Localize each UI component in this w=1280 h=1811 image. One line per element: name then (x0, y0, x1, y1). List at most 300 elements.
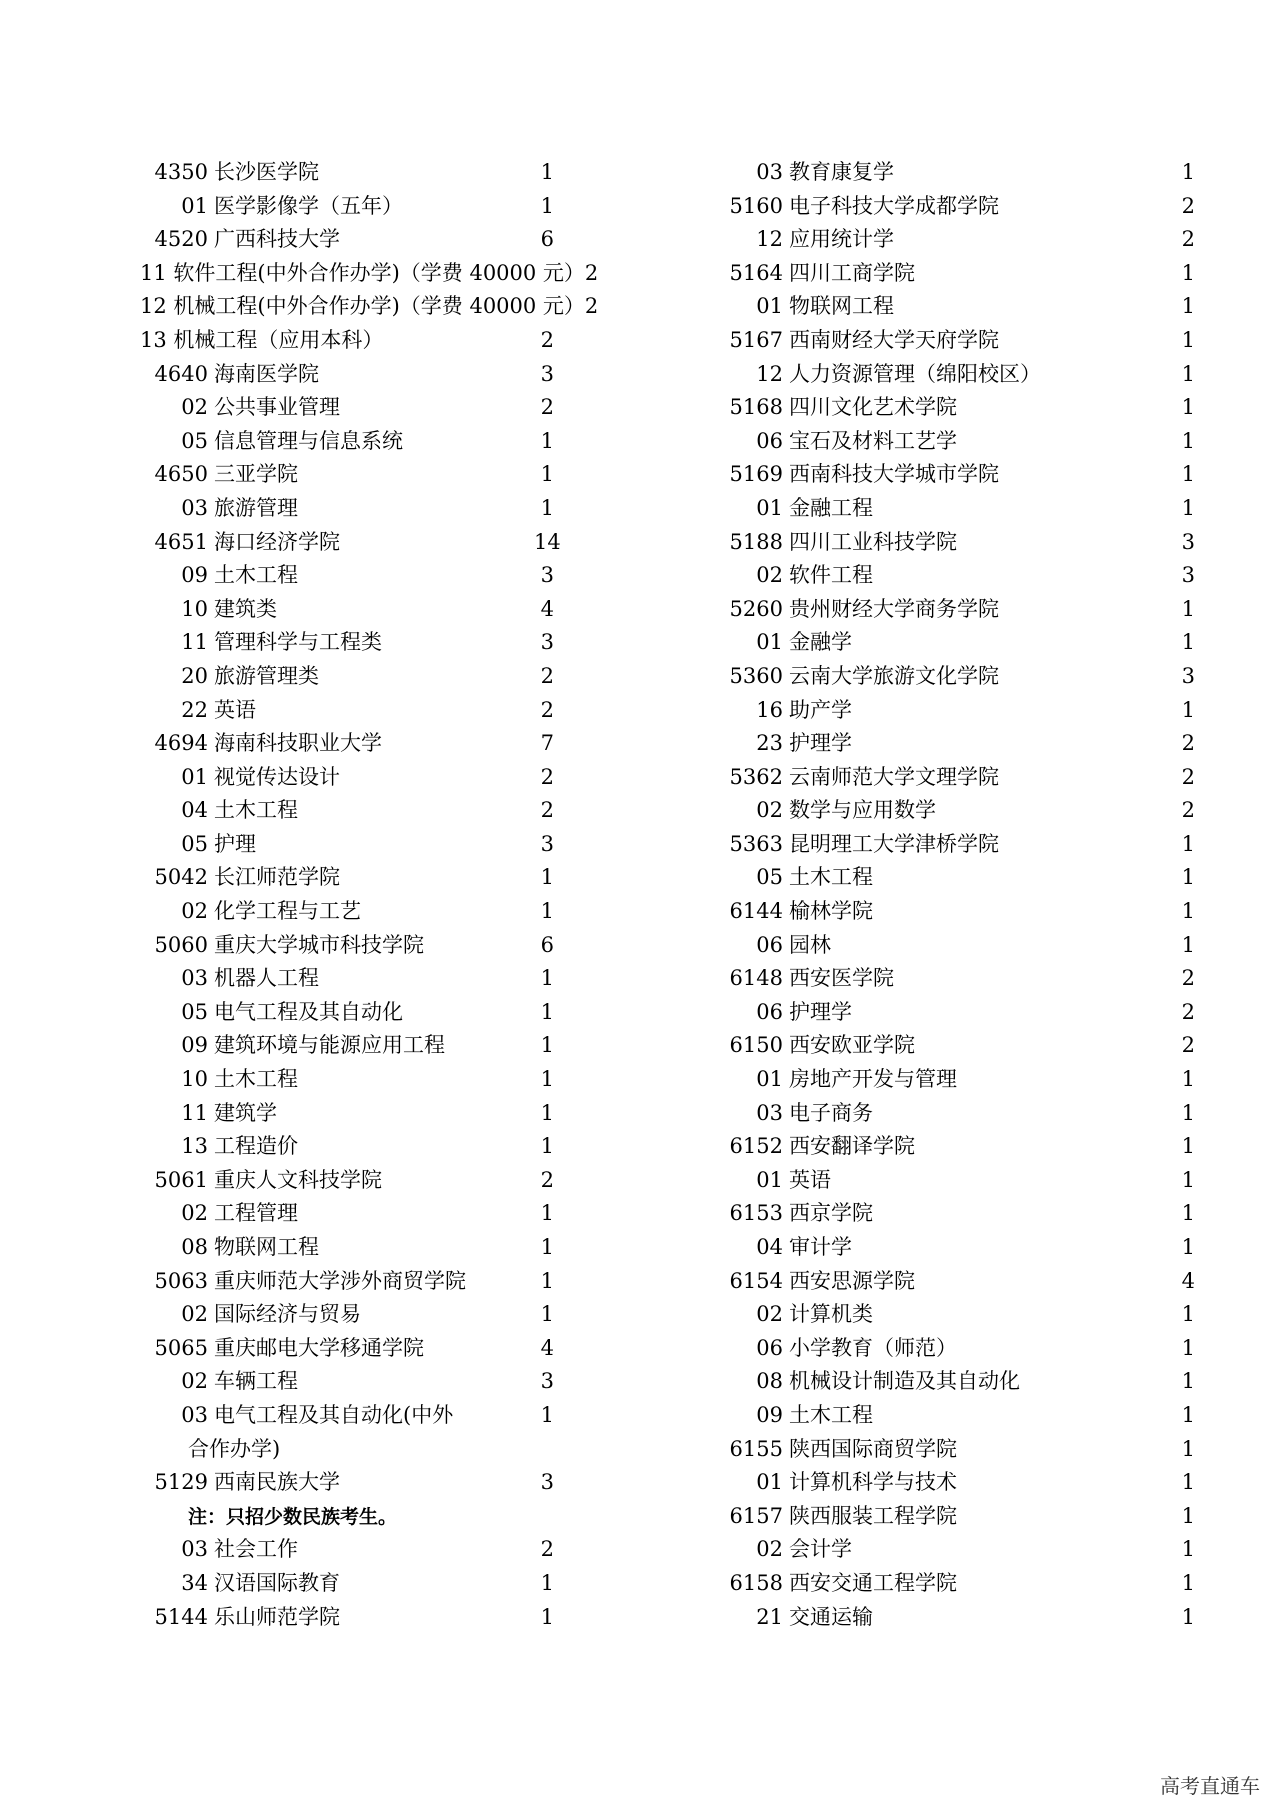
quota-count: 3 (540, 1369, 554, 1394)
school-row (150, 358, 630, 392)
quota-count: 1 (540, 1067, 554, 1092)
school-row (150, 223, 630, 257)
major-name: 旅游管理 (214, 495, 298, 520)
major-row (150, 828, 630, 862)
quota-count: 2 (540, 327, 554, 352)
major-row (725, 1164, 1205, 1198)
major-row (150, 996, 630, 1030)
major-name: 教育康复学 (789, 160, 894, 184)
major-row (150, 1567, 630, 1601)
school-row (725, 1567, 1205, 1601)
major-code: 03 (181, 1402, 208, 1427)
major-row (140, 257, 630, 291)
major-row (150, 1130, 630, 1164)
major-code: 01 (756, 294, 783, 319)
school-name: 西安医学院 (789, 966, 894, 991)
major-code: 12 (756, 361, 783, 386)
school-code: 5129 (154, 1470, 208, 1495)
major-row (150, 1197, 630, 1231)
quota-count: 1 (540, 1402, 554, 1427)
school-name: 电子科技大学成都学院 (789, 193, 999, 218)
quota-count: 3 (540, 563, 554, 588)
school-name: 海口经济学院 (214, 529, 340, 554)
school-row (150, 526, 630, 560)
quota-count: 1 (1181, 865, 1195, 890)
major-name: 会计学 (789, 1537, 852, 1562)
major-name: 计算机科学与技术 (789, 1470, 957, 1495)
quota-count: 2 (540, 764, 554, 789)
school-code: 6155 (729, 1436, 783, 1461)
quota-count: 1 (1181, 327, 1195, 352)
major-name: 护理学 (789, 999, 852, 1024)
quota-count: 1 (1181, 1201, 1195, 1226)
major-row (150, 1097, 630, 1131)
school-code: 6158 (729, 1570, 783, 1595)
major-code: 03 (181, 1537, 208, 1562)
major-name: 英语 (214, 697, 256, 722)
quota-count: 1 (1181, 596, 1195, 621)
school-name: 云南师范大学文理学院 (789, 764, 999, 789)
major-name: 土木工程 (789, 865, 873, 890)
major-name: 11 软件工程(中外合作办学)（学费 40000 元）2 (140, 260, 599, 285)
school-code: 5169 (729, 462, 783, 487)
school-name: 长江师范学院 (214, 865, 340, 890)
major-name: 国际经济与贸易 (214, 1302, 361, 1327)
quota-count: 1 (1181, 1570, 1195, 1595)
school-code: 4350 (154, 160, 208, 184)
school-row (150, 1601, 630, 1635)
school-name: 广西科技大学 (214, 227, 340, 252)
school-name: 西南科技大学城市学院 (789, 462, 999, 487)
major-code: 05 (181, 999, 208, 1024)
quota-count: 3 (540, 630, 554, 655)
school-code: 5144 (154, 1604, 208, 1629)
school-row (150, 1466, 630, 1500)
school-code: 6144 (729, 899, 783, 924)
quota-count: 1 (540, 193, 554, 218)
school-row (725, 761, 1205, 795)
school-code: 4640 (154, 361, 208, 386)
major-code: 05 (181, 831, 208, 856)
major-name: 汉语国际教育 (214, 1570, 340, 1595)
major-code: 02 (181, 1369, 208, 1394)
quota-count: 1 (1181, 1067, 1195, 1092)
major-code: 16 (756, 697, 783, 722)
school-code: 5065 (154, 1335, 208, 1360)
major-code: 02 (756, 1302, 783, 1327)
left-column (140, 156, 630, 1634)
quota-count: 3 (540, 361, 554, 386)
major-row (725, 727, 1205, 761)
school-name: 西南财经大学天府学院 (789, 327, 999, 352)
major-name: 机械设计制造及其自动化 (789, 1369, 1020, 1394)
school-code: 4520 (154, 227, 208, 252)
quota-count: 1 (540, 1033, 554, 1058)
major-name: 金融工程 (789, 495, 873, 520)
school-code: 4651 (154, 529, 208, 554)
major-code: 02 (181, 899, 208, 924)
major-row (725, 996, 1205, 1030)
quota-count: 2 (1181, 227, 1195, 252)
school-code: 6150 (729, 1033, 783, 1058)
school-name: 重庆邮电大学移通学院 (214, 1335, 424, 1360)
major-row (725, 358, 1205, 392)
major-code: 02 (181, 395, 208, 420)
major-code: 05 (181, 428, 208, 453)
major-name: 金融学 (789, 630, 852, 655)
school-name: 昆明理工大学津桥学院 (789, 831, 999, 856)
school-name: 云南大学旅游文化学院 (789, 663, 999, 688)
quota-count: 1 (1181, 260, 1195, 285)
major-name: 小学教育（师范） (789, 1335, 957, 1360)
major-name: 交通运输 (789, 1604, 873, 1629)
major-name: 护理学 (789, 731, 852, 756)
school-name: 西南民族大学 (214, 1470, 340, 1495)
school-row (725, 190, 1205, 224)
school-row (725, 828, 1205, 862)
watermark: 高考直通车 (1160, 1774, 1260, 1798)
major-name: 物联网工程 (214, 1235, 319, 1259)
major-code: 03 (181, 966, 208, 991)
major-row (725, 694, 1205, 728)
note-text: 注：只招少数民族考生。 (188, 1505, 398, 1528)
quota-count: 1 (540, 1100, 554, 1125)
quota-count: 1 (1181, 395, 1195, 420)
major-code: 02 (181, 1302, 208, 1327)
school-name: 西安欧亚学院 (789, 1033, 915, 1058)
school-code: 5260 (729, 596, 783, 621)
quota-count: 1 (1181, 932, 1195, 957)
quota-count: 1 (540, 899, 554, 924)
school-row (150, 861, 630, 895)
school-name: 西安交通工程学院 (789, 1570, 957, 1595)
school-code: 5168 (729, 395, 783, 420)
quota-count: 1 (1181, 1167, 1195, 1192)
major-code: 03 (756, 1100, 783, 1125)
school-name: 四川文化艺术学院 (789, 395, 957, 420)
quota-count: 1 (540, 495, 554, 520)
major-code: 09 (181, 563, 208, 588)
quota-count: 1 (540, 1235, 554, 1259)
quota-count: 2 (1181, 1033, 1195, 1058)
major-name: 土木工程 (214, 563, 298, 588)
school-row (725, 895, 1205, 929)
quota-count: 2 (540, 697, 554, 722)
quota-count: 2 (540, 663, 554, 688)
major-code: 11 (181, 630, 208, 655)
major-name: 护理 (214, 831, 256, 856)
major-row (150, 660, 630, 694)
quota-count: 1 (1181, 1470, 1195, 1495)
major-name: 车辆工程 (214, 1369, 298, 1394)
right-column (725, 156, 1205, 1634)
quota-count: 2 (1181, 731, 1195, 756)
major-name: 视觉传达设计 (214, 764, 340, 789)
quota-count: 3 (540, 831, 554, 856)
school-code: 5061 (154, 1167, 208, 1192)
quota-count: 1 (1181, 1335, 1195, 1360)
quota-count: 1 (1181, 1235, 1195, 1259)
major-code: 04 (181, 798, 208, 823)
school-name: 三亚学院 (214, 462, 298, 487)
major-name: 13 机械工程（应用本科） (140, 327, 384, 352)
school-row (725, 1265, 1205, 1299)
school-code: 6148 (729, 966, 783, 991)
quota-count: 1 (540, 160, 554, 184)
school-row (150, 156, 630, 190)
school-code: 6152 (729, 1134, 783, 1159)
quota-count: 1 (1181, 1302, 1195, 1327)
major-code: 02 (756, 798, 783, 823)
major-code: 05 (756, 865, 783, 890)
major-code: 03 (181, 495, 208, 520)
quota-count: 1 (1181, 1100, 1195, 1125)
major-row (725, 794, 1205, 828)
quota-count: 1 (1181, 899, 1195, 924)
school-name: 长沙医学院 (214, 160, 319, 184)
major-name: 房地产开发与管理 (789, 1067, 957, 1092)
major-code: 01 (181, 764, 208, 789)
school-name: 贵州财经大学商务学院 (789, 596, 999, 621)
quota-count: 1 (540, 1268, 554, 1293)
quota-count: 2 (1181, 999, 1195, 1024)
quota-count: 1 (540, 428, 554, 453)
major-row (150, 1231, 630, 1265)
major-row (725, 1601, 1205, 1635)
major-row (725, 156, 1205, 190)
major-row (725, 1332, 1205, 1366)
major-name: 公共事业管理 (214, 395, 340, 420)
school-row (150, 929, 630, 963)
quota-count: 14 (534, 529, 561, 554)
major-row (150, 190, 630, 224)
school-row (725, 257, 1205, 291)
major-name: 计算机类 (789, 1302, 873, 1327)
school-name: 西安翻译学院 (789, 1134, 915, 1159)
school-row (725, 391, 1205, 425)
major-name: 旅游管理类 (214, 663, 319, 688)
quota-count: 1 (540, 999, 554, 1024)
quota-count: 1 (1181, 630, 1195, 655)
major-row (725, 1365, 1205, 1399)
major-code: 01 (756, 495, 783, 520)
major-name: 12 机械工程(中外合作办学)（学费 40000 元）2 (140, 294, 599, 319)
major-row (150, 1399, 630, 1433)
quota-count: 1 (1181, 361, 1195, 386)
major-name: 宝石及材料工艺学 (789, 428, 957, 453)
school-name: 陕西服装工程学院 (789, 1503, 957, 1528)
major-row (725, 290, 1205, 324)
major-name: 电气工程及其自动化 (214, 999, 403, 1024)
major-name: 物联网工程 (789, 294, 894, 319)
quota-count: 4 (540, 1335, 554, 1360)
quota-count: 1 (1181, 462, 1195, 487)
major-row (150, 1063, 630, 1097)
major-row (725, 1298, 1205, 1332)
school-name: 重庆人文科技学院 (214, 1167, 382, 1192)
major-row (725, 1231, 1205, 1265)
major-code: 03 (756, 160, 783, 184)
major-row (725, 223, 1205, 257)
school-row (725, 1130, 1205, 1164)
major-row (150, 391, 630, 425)
quota-count: 1 (1181, 1402, 1195, 1427)
major-name: 人力资源管理（绵阳校区） (789, 361, 1041, 386)
major-name: 审计学 (789, 1235, 852, 1259)
quota-count: 1 (540, 966, 554, 991)
school-code: 5042 (154, 865, 208, 890)
major-code: 06 (756, 999, 783, 1024)
quota-count: 2 (1181, 798, 1195, 823)
school-code: 5167 (729, 327, 783, 352)
major-name: 数学与应用数学 (789, 798, 936, 823)
school-row (725, 1433, 1205, 1467)
major-row (150, 626, 630, 660)
major-row (150, 761, 630, 795)
school-name: 榆林学院 (789, 899, 873, 924)
major-name: 社会工作 (214, 1537, 298, 1562)
major-name: 土木工程 (214, 1067, 298, 1092)
school-row (150, 1265, 630, 1299)
major-row (150, 492, 630, 526)
major-row (725, 861, 1205, 895)
major-name: 助产学 (789, 697, 852, 722)
major-code: 01 (756, 630, 783, 655)
major-name: 园林 (789, 932, 831, 957)
quota-count: 1 (540, 1201, 554, 1226)
school-name: 海南医学院 (214, 361, 319, 386)
quota-count: 6 (540, 932, 554, 957)
school-code: 5164 (729, 260, 783, 285)
school-row (725, 1029, 1205, 1063)
continuation-row (150, 1433, 630, 1467)
major-name: 工程造价 (214, 1134, 298, 1159)
major-row (150, 559, 630, 593)
major-code: 09 (756, 1402, 783, 1427)
school-code: 4650 (154, 462, 208, 487)
quota-count: 1 (540, 865, 554, 890)
school-row (725, 593, 1205, 627)
major-code: 02 (181, 1201, 208, 1226)
quota-count: 1 (540, 1302, 554, 1327)
quota-count: 2 (540, 1167, 554, 1192)
school-row (725, 1500, 1205, 1534)
quota-count: 3 (1181, 529, 1195, 554)
major-row (725, 1466, 1205, 1500)
school-code: 6153 (729, 1201, 783, 1226)
quota-count: 2 (540, 395, 554, 420)
school-code: 5060 (154, 932, 208, 957)
major-row (150, 962, 630, 996)
school-name: 重庆大学城市科技学院 (214, 932, 424, 957)
major-row (150, 593, 630, 627)
quota-count: 2 (1181, 966, 1195, 991)
school-code: 5188 (729, 529, 783, 554)
major-row (725, 1097, 1205, 1131)
quota-count: 1 (1181, 1134, 1195, 1159)
major-row (150, 694, 630, 728)
school-row (150, 727, 630, 761)
quota-count: 1 (540, 462, 554, 487)
quota-count: 3 (1181, 663, 1195, 688)
school-name: 陕西国际商贸学院 (789, 1436, 957, 1461)
major-code: 09 (181, 1033, 208, 1058)
school-code: 6157 (729, 1503, 783, 1528)
quota-count: 1 (540, 1570, 554, 1595)
quota-count: 1 (1181, 1604, 1195, 1629)
quota-count: 1 (1181, 160, 1195, 184)
major-code: 12 (756, 227, 783, 252)
quota-count: 2 (540, 798, 554, 823)
school-code: 6154 (729, 1268, 783, 1293)
major-name: 医学影像学（五年） (214, 193, 403, 218)
quota-count: 1 (1181, 294, 1195, 319)
quota-count: 4 (1181, 1268, 1195, 1293)
quota-count: 1 (540, 1134, 554, 1159)
quota-count: 1 (1181, 1369, 1195, 1394)
major-row (725, 1399, 1205, 1433)
major-row (150, 794, 630, 828)
school-name: 四川工业科技学院 (789, 529, 957, 554)
school-row (725, 1197, 1205, 1231)
school-code: 4694 (154, 731, 208, 756)
quota-count: 2 (540, 1537, 554, 1562)
major-row (725, 929, 1205, 963)
major-code: 08 (181, 1235, 208, 1259)
major-name: 化学工程与工艺 (214, 899, 361, 924)
school-row (150, 1332, 630, 1366)
major-code: 04 (756, 1235, 783, 1259)
major-name: 工程管理 (214, 1201, 298, 1226)
major-name: 电气工程及其自动化(中外 (214, 1402, 454, 1427)
major-code: 02 (756, 563, 783, 588)
major-row (725, 1533, 1205, 1567)
quota-count: 4 (540, 596, 554, 621)
major-name: 土木工程 (789, 1402, 873, 1427)
major-name: 应用统计学 (789, 227, 894, 252)
major-row (725, 425, 1205, 459)
school-code: 5362 (729, 764, 783, 789)
school-name: 西京学院 (789, 1201, 873, 1226)
major-name: 建筑学 (214, 1100, 277, 1125)
school-code: 5363 (729, 831, 783, 856)
major-name: 软件工程 (789, 563, 873, 588)
major-code: 23 (756, 731, 783, 756)
quota-count: 1 (540, 1604, 554, 1629)
major-row (140, 290, 630, 324)
school-row (725, 526, 1205, 560)
school-code: 5360 (729, 663, 783, 688)
major-code: 10 (181, 596, 208, 621)
note-row (150, 1500, 630, 1534)
quota-count: 1 (1181, 697, 1195, 722)
major-code: 06 (756, 428, 783, 453)
major-code: 01 (756, 1167, 783, 1192)
quota-count: 2 (1181, 764, 1195, 789)
major-row (150, 1365, 630, 1399)
school-row (725, 962, 1205, 996)
major-name: 电子商务 (789, 1100, 873, 1125)
major-code: 02 (756, 1537, 783, 1562)
major-code: 01 (181, 193, 208, 218)
major-name: 信息管理与信息系统 (214, 428, 403, 453)
major-code: 10 (181, 1067, 208, 1092)
major-name: 建筑类 (214, 596, 277, 621)
major-row (150, 1298, 630, 1332)
major-code: 11 (181, 1100, 208, 1125)
quota-count: 6 (540, 227, 554, 252)
quota-count: 1 (1181, 428, 1195, 453)
